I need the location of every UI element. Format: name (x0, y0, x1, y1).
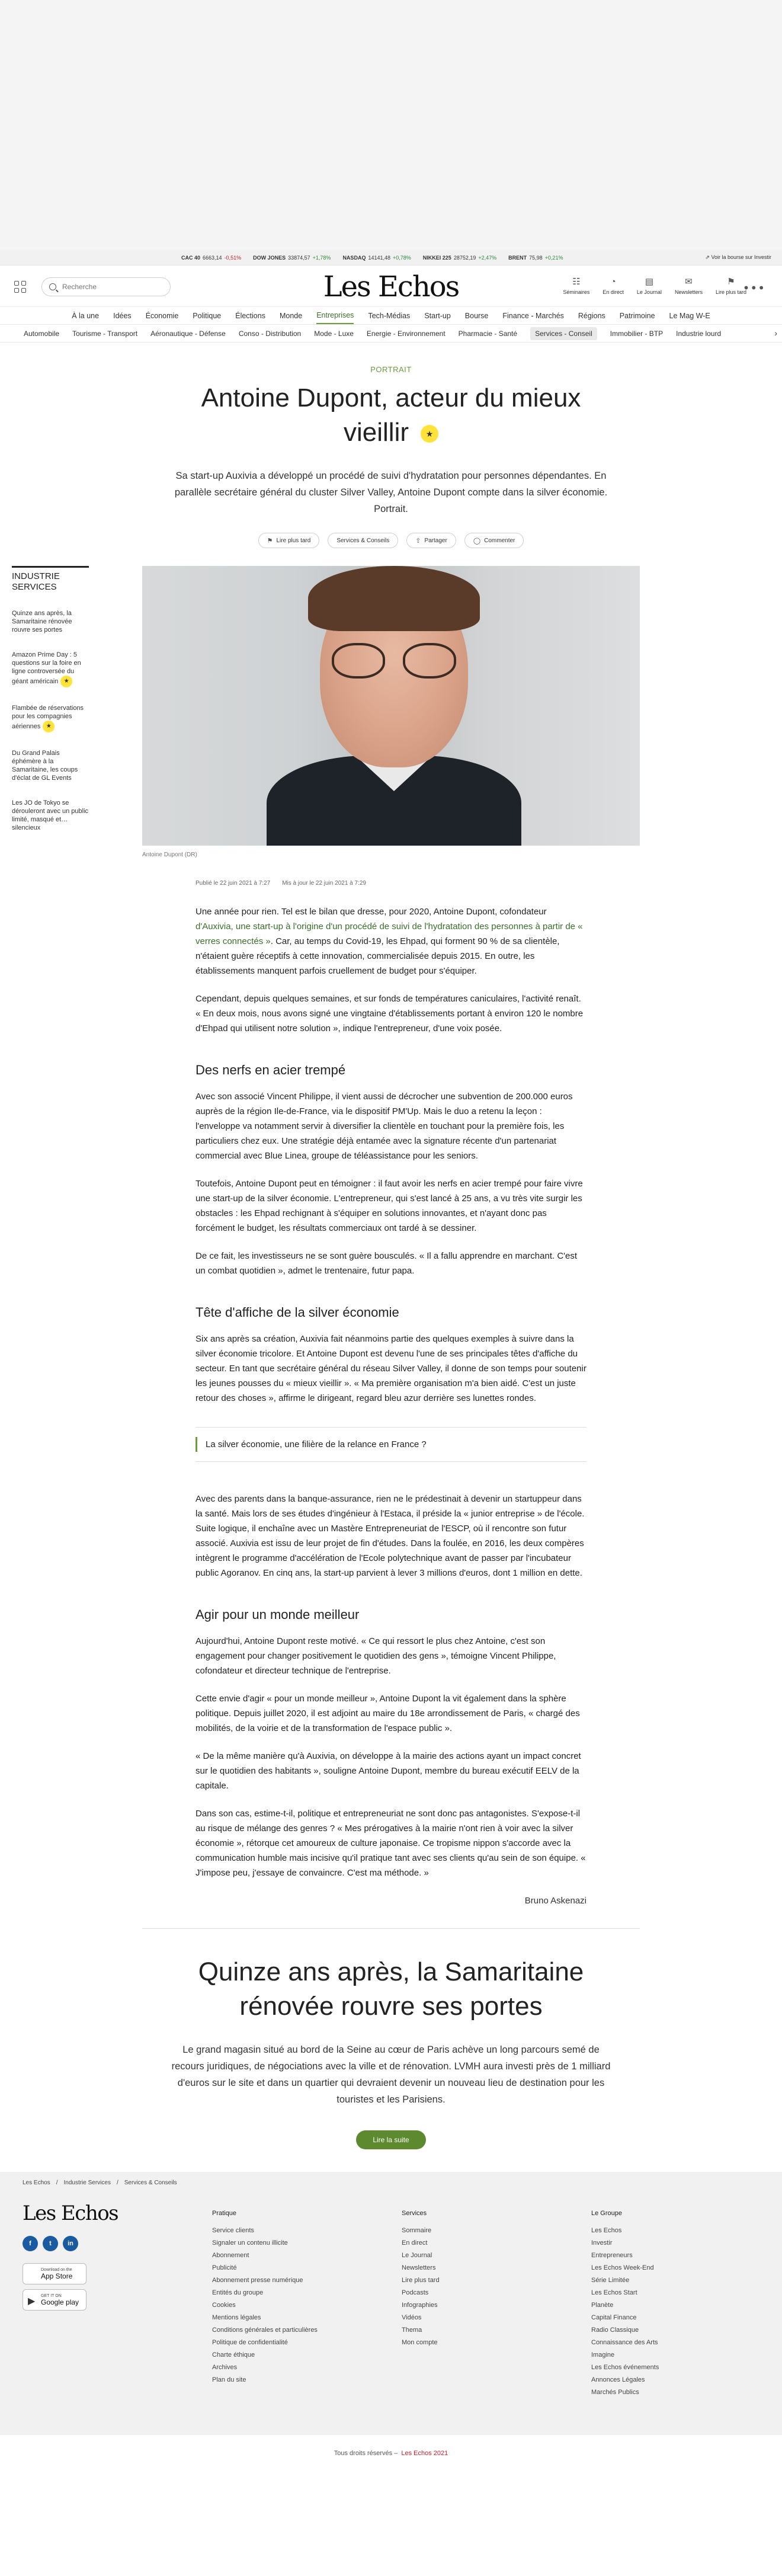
article-actions (0, 533, 782, 548)
facebook-icon[interactable]: f (23, 2236, 38, 2251)
footer-col-title: Le Groupe (591, 2210, 622, 2217)
nav-item[interactable]: Régions (578, 311, 605, 320)
ticker-item[interactable] (181, 255, 241, 261)
breadcrumb-item[interactable]: Services & Conseils (124, 2179, 177, 2186)
twitter-icon[interactable]: t (43, 2236, 58, 2251)
ticker-name: NIKKEI 225 (422, 254, 451, 261)
share-icon: ⇧ (415, 537, 421, 545)
footer-col-services (402, 2207, 440, 2349)
footer-link[interactable]: Signaler un contenu illicite (212, 2239, 288, 2247)
premium-badge-icon: ★ (60, 676, 72, 687)
tool-label: En direct (602, 289, 624, 295)
copyright (0, 2435, 782, 2472)
ticker-value: 75,98 (529, 254, 543, 261)
subnav-item[interactable]: Immobilier - BTP (610, 329, 664, 338)
article-kicker: PORTRAIT (370, 365, 412, 374)
article-lead: Sa start-up Auxivia a développé un procédé de suivi d'hydratation pour personnes dépendantes. En parallèle secrétaire général du cluster Silver Valley, Antoine Dupont compte dans la silver économie. Portrait. (174, 471, 608, 514)
nav-item[interactable]: Le Mag W-E (669, 311, 710, 320)
ticker-value: 14141,48 (368, 254, 390, 261)
hero-area (0, 566, 782, 874)
footer-link[interactable]: Marchés Publics (591, 2389, 639, 2396)
footer-col-pratique (212, 2207, 318, 2386)
subnav-item[interactable]: Energie - Environnement (366, 329, 446, 338)
footer-col-title: Pratique (212, 2210, 236, 2217)
share-button[interactable] (406, 533, 456, 548)
market-ticker (0, 250, 782, 265)
breadcrumb-item[interactable]: Les Echos (23, 2179, 50, 2186)
nav-item[interactable]: Finance - Marchés (502, 311, 564, 320)
footer-link[interactable]: Abonnement presse numérique (212, 2277, 303, 2284)
ticker-item[interactable] (423, 255, 496, 261)
footer-link[interactable]: Les Echos événements (591, 2364, 659, 2371)
next-article-title[interactable]: Quinze ans après, la Samaritaine rénovée rouvre ses portes (198, 1957, 584, 2021)
ticker-value: 28752,19 (453, 254, 476, 261)
top-spacer (0, 0, 782, 250)
ticker-change: -0,51% (224, 254, 242, 261)
social-links (23, 2236, 78, 2251)
ticker-value: 33874,57 (288, 254, 310, 261)
footer-link[interactable]: Mentions légales (212, 2314, 261, 2321)
copyright-text: Tous droits réservés – (334, 2450, 398, 2457)
subnav-item[interactable]: Automobile (24, 329, 60, 338)
section-heading: Tête d'affiche de la silver économie (196, 1305, 399, 1320)
tool-live[interactable] (602, 276, 624, 295)
footer-link[interactable]: Annonces Légales (591, 2376, 645, 2383)
tool-bookmark[interactable] (716, 276, 746, 295)
tool-label: Lire plus tard (715, 289, 746, 295)
sidebar-list (12, 609, 89, 832)
primary-nav (0, 307, 782, 325)
google-play-small-label: GET IT ON (41, 2293, 62, 2298)
paragraph: Avec des parents dans la banque-assurance, rien ne le prédestinait à devenir un startuppeur dans la santé. Mais lors de ses études d'ingénieur à l'Estaca, il préside la « junior entreprise » de l'école. Suite logique, il enchaîne avec un Mastère Entrepreneuriat de l'ESCP, où il rencontre son futur associé. Auxivia est issu de leur projet de fin d'études. Dans la foulée, en 2016, les deux compères intègrent le programme d'accélération de l'Ecole polytechnique avant de passer par l'incubateur public Agoranov. En cinq ans, la start-up parvient à lever 3 millions d'euros, dont 1 million en dette. (196, 1494, 585, 1578)
divider (142, 1928, 640, 1929)
portrait-hair (308, 566, 480, 631)
footer-link[interactable]: Lire plus tard (402, 2277, 440, 2284)
sidebar-item-text: Flambée de réservations pour les compagnies aériennes (12, 705, 84, 730)
article-title (178, 381, 604, 450)
investir-link-label: Voir la bourse sur Investir (711, 254, 771, 260)
footer-link[interactable]: Cookies (212, 2302, 236, 2309)
action-label: Lire plus tard (276, 537, 311, 544)
footer-link[interactable]: Politique de confidentialité (212, 2339, 288, 2346)
footer-link[interactable]: Newsletters (402, 2264, 436, 2271)
ticker-change: +2,47% (478, 254, 497, 261)
subnav-item[interactable]: Mode - Luxe (314, 329, 354, 338)
published-date: Publié le 22 juin 2021 à 7:27 (196, 880, 271, 887)
footer-link[interactable]: Série Limitée (591, 2277, 630, 2284)
paragraph: Cette envie d'agir « pour un monde meilleur », Antoine Dupont la vit également dans la sphère politique. Depuis juillet 2020, il est adjoint au maire du 18e arrondissement de Paris, « chargé des mobilités, de la voirie et de la transformation de l'espace public ». (196, 1694, 580, 1733)
subnav-item[interactable]: Pharmacie - Santé (458, 329, 518, 338)
paragraph: Toutefois, Antoine Dupont peut en témoigner : il faut avoir les nerfs en acier trempé pour faire vivre une start-up de la silver économie. L'entrepreneur, qui s'est lancé à 25 ans, a vu très vite surgir les obstacles : les Ehpad rechignant à s'équiper en solutions innovantes, et n'ayant donc pas forcément le budget, les résultats commerciaux ont tardé à se dessiner. (196, 1179, 583, 1233)
google-play-button[interactable] (23, 2289, 86, 2311)
breadcrumb-separator: / (56, 2179, 58, 2186)
footer-link[interactable]: En direct (402, 2239, 428, 2247)
article-meta (196, 880, 586, 887)
footer-link[interactable]: Imagine (591, 2351, 615, 2359)
site-logo[interactable]: Les Echos (323, 270, 459, 303)
footer-link[interactable]: Thema (402, 2327, 422, 2334)
sidebar-item[interactable] (12, 799, 89, 832)
header-tools (563, 276, 746, 295)
ticker-change: +0,78% (393, 254, 411, 261)
sidebar-item[interactable] (12, 704, 89, 732)
comment-icon: ◯ (473, 537, 481, 545)
linkedin-icon[interactable]: in (63, 2236, 78, 2251)
footer-link[interactable]: Conditions générales et particulières (212, 2327, 318, 2334)
nav-scroll-right-icon[interactable]: › (771, 328, 777, 338)
ticker-item[interactable] (342, 255, 411, 261)
tag-button[interactable] (328, 533, 398, 548)
paragraph: De ce fait, les investisseurs ne se sont guère bousculés. « Il a fallu apprendre en marchant. C'est un combat quotidien », admet le trentenaire, futur papa. (196, 1251, 578, 1276)
app-store-button[interactable] (23, 2263, 86, 2284)
section-heading: Des nerfs en acier trempé (196, 1063, 346, 1077)
related-inset-text: La silver économie, une filière de la relance en France ? (196, 1437, 586, 1452)
footer-link[interactable]: Service clients (212, 2227, 254, 2234)
site-footer (0, 2193, 782, 2435)
footer-link[interactable]: Abonnement (212, 2252, 249, 2259)
action-label: Commenter (484, 537, 515, 544)
footer-link[interactable]: Vidéos (402, 2314, 422, 2321)
paragraph (196, 904, 586, 978)
bookmark-button[interactable] (258, 533, 320, 548)
footer-link[interactable]: Charte éthique (212, 2351, 255, 2359)
tool-label: Le Journal (636, 289, 662, 295)
copyright-brand[interactable]: Les Echos 2021 (401, 2450, 448, 2457)
ticker-name: CAC 40 (181, 254, 201, 261)
subnav-item[interactable]: Conso - Distribution (238, 329, 302, 338)
sidebar-item[interactable] (12, 749, 89, 782)
ticker-value: 6663,14 (203, 254, 222, 261)
article-title-text: Antoine Dupont, acteur du mieux vieillir (201, 383, 581, 447)
ticker-change: +0,21% (544, 254, 563, 261)
footer-link[interactable]: Les Echos Start (591, 2289, 637, 2296)
nav-item[interactable]: Élections (235, 311, 265, 320)
footer-link[interactable]: Publicité (212, 2264, 237, 2271)
comment-button[interactable] (464, 533, 524, 548)
paragraph: Six ans après sa création, Auxivia fait néanmoins partie des quelques exemples à suivre dans la silver économie tricolore. Et Antoine Dupont est devenu l'une de ses principales têtes d'affiche du secteur. En tant que secrétaire général du réseau Silver Valley, il donne de son temps pour soutenir les jeunes pousses du « mieux vieillir ». « Ma première organisation m'a bien aidé. C'est un juste retour des choses », affirme le dirigeant, regard bleu azur derrière ses lunettes rondes. (196, 1334, 586, 1403)
nav-item[interactable]: Économie (145, 311, 179, 320)
ticker-name: BRENT (508, 254, 527, 261)
paragraph-text: Une année pour rien. Tel est le bilan que dresse, pour 2020, Antoine Dupont, cofondateur (196, 907, 547, 917)
tool-newsletter[interactable] (675, 276, 703, 295)
paragraph: Avec son associé Vincent Philippe, il vient aussi de décrocher une subvention de 200.000 euros auprès de la région Ile-de-France, via le dispositif PM'Up. Mais le duo a retenu la leçon : l'enveloppe va notamment servir à diversifier la clientèle en touchant pour la première fois, les particuliers chez eux. Une stratégie déjà entamée avec la signature récente d'un partenariat commercial avec Blue Linea, groupe de téléassistance pour les seniors. (196, 1092, 573, 1161)
read-more-button[interactable]: Lire la suite (356, 2130, 426, 2149)
tool-journal[interactable] (637, 276, 662, 295)
google-play-icon: ▶ (28, 2296, 36, 2306)
app-store-small-label: Download on the (41, 2267, 72, 2272)
action-label: Services & Conseils (336, 537, 390, 544)
footer-link[interactable]: Radio Classique (591, 2327, 639, 2334)
ticker-items (181, 255, 563, 261)
subnav-item[interactable]: Tourisme - Transport (72, 329, 138, 338)
footer-link[interactable]: Capital Finance (591, 2314, 637, 2321)
updated-date: Mis à jour le 22 juin 2021 à 7:29 (282, 880, 366, 887)
nav-item[interactable]: Politique (193, 311, 222, 320)
nav-item[interactable]: Monde (279, 311, 303, 320)
nav-item[interactable]: À la une (72, 311, 100, 320)
secondary-nav (0, 325, 782, 343)
footer-link[interactable]: Planète (591, 2302, 614, 2309)
premium-badge-icon: ★ (43, 721, 55, 732)
google-play-label: Google play (41, 2297, 79, 2306)
journal-icon: ▤ (645, 277, 654, 287)
more-icon[interactable]: ••• (742, 281, 765, 295)
portrait-glasses (332, 643, 456, 679)
section-heading: Agir pour un monde meilleur (196, 1607, 360, 1622)
ticker-item[interactable] (508, 255, 563, 261)
ticker-name: NASDAQ (342, 254, 366, 261)
subnav-item[interactable]: Services - Conseil (530, 327, 597, 340)
breadcrumb-separator: / (116, 2179, 118, 2186)
sidebar-item-text: Du Grand Palais éphémère à la Samaritaine, les coups d'éclat de GL Events (12, 750, 78, 782)
nav-item[interactable]: Idées (113, 311, 132, 320)
investir-link[interactable]: ⇗ Voir la bourse sur Investir (705, 254, 771, 260)
article-body (196, 904, 586, 1908)
footer-link[interactable]: Sommaire (402, 2227, 432, 2234)
action-label: Partager (424, 537, 447, 544)
premium-badge-icon: ★ (421, 425, 438, 443)
sidebar-item[interactable] (12, 609, 89, 634)
subnav-item[interactable]: Industrie lourd (676, 329, 722, 338)
bookmark-icon: ⚑ (727, 277, 735, 287)
sidebar-item-text: Quinze ans après, la Samaritaine rénovée rouvre ses portes (12, 610, 72, 633)
article-author: Bruno Askenazi (524, 1896, 586, 1906)
sidebar-heading: INDUSTRIE SERVICES (12, 566, 89, 593)
inline-link[interactable]: d'Auxivia, une start-up à l'origine d'un procédé de suivi de l'hydratation des personnes à partir de « verres connectés » (196, 921, 583, 946)
footer-link[interactable]: Mon compte (402, 2339, 438, 2346)
nav-item[interactable]: Bourse (464, 311, 489, 320)
subnav-item[interactable]: Aéronautique - Défense (150, 329, 226, 338)
nav-item[interactable]: Tech-Médias (368, 311, 411, 320)
tool-seminars[interactable] (563, 276, 589, 295)
ticker-item[interactable] (253, 255, 331, 261)
tool-label: Séminaires (563, 289, 590, 295)
paragraph: « De la même manière qu'à Auxivia, on développe à la mairie des actions ayant un impact concret sur le quotidien des habitants », souligne Antoine Dupont, membre du bureau exécutif EELV de la capitale. (196, 1751, 581, 1791)
sidebar-item-text: Amazon Prime Day : 5 questions sur la foire en ligne controversée du géant américain (12, 651, 81, 685)
footer-link[interactable]: Les Echos (591, 2227, 622, 2234)
footer-logo[interactable]: Les Echos (23, 2201, 118, 2225)
hero-portrait-image (142, 566, 640, 846)
related-inset[interactable] (196, 1427, 586, 1462)
paragraph-text: . Car, au temps du Covid-19, les Ehpad, qui forment 90 % de sa clientèle, n'étaient guère réceptifs à cette innovation, commercialisée depuis 2015. En outre, les établissements manquent parfois cruellement de budget pour s'équiper. (196, 936, 560, 976)
related-sidebar (12, 566, 89, 832)
next-article-lead: Le grand magasin situé au bord de la Seine au cœur de Paris achève un long parcours semé de recours juridiques, de négociations avec la ville et de rénovation. LVMH aura investi près de 1 milliard d'euros sur le site et dans un quartier qui devraient devenir un nouveau lieu de destination pour les touristes et les Parisiens. (171, 2044, 611, 2105)
paragraph: Dans son cas, estime-t-il, politique et entrepreneuriat ne sont donc pas antagonistes. S'expose-t-il au risque de mélange des genres ? « Mes prérogatives à la mairie n'ont rien à voir avec la silver économie », rétorque cet amoureux de culture japonaise. Ce tropisme nippon s'accorde avec la communication humble mais incisive qu'il pratique tant avec ses clients qu'au sein de son équipe. « J'impose peu, j'essaye de convaincre. C'est ma méthode. » (196, 1809, 586, 1878)
tool-label: Newsletters (674, 289, 703, 295)
footer-link[interactable]: Entités du groupe (212, 2289, 264, 2296)
site-header (0, 265, 782, 307)
bookmark-icon: ⚑ (267, 537, 273, 545)
footer-link[interactable]: Connaissance des Arts (591, 2339, 658, 2346)
nav-item[interactable]: Start-up (424, 311, 451, 320)
app-store-label: App Store (41, 2271, 73, 2280)
footer-link[interactable]: Podcasts (402, 2289, 429, 2296)
seminars-icon: ☷ (572, 277, 581, 287)
footer-link[interactable]: Les Echos Week-End (591, 2264, 654, 2271)
paragraph: Cependant, depuis quelques semaines, et sur fonds de températures caniculaires, l'activité renaît. « En deux mois, nous avons signé une vingtaine d'établissements portant à environ 120 le nombre d'Ehpad qui utilisent notre solution », indique l'entrepreneur, d'une voix posée. (196, 994, 584, 1033)
footer-link[interactable]: Infographies (402, 2302, 438, 2309)
live-icon: ◔ (610, 276, 616, 287)
newsletter-icon: ✉ (685, 277, 693, 287)
breadcrumb-item[interactable]: Industrie Services (63, 2179, 111, 2186)
sidebar-item[interactable] (12, 651, 89, 687)
footer-link[interactable]: Investir (591, 2239, 613, 2247)
sidebar-item-text: Les JO de Tokyo se dérouleront avec un public limité, masqué et… silencieux (12, 799, 89, 831)
paragraph: Aujourd'hui, Antoine Dupont reste motivé. « Ce qui ressort le plus chez Antoine, c'est son engagement pour changer positivement le quotidien des gens », témoigne Vincent Philippe, cofondateur et directeur technique de l'entreprise. (196, 1636, 556, 1676)
footer-link[interactable]: Plan du site (212, 2376, 246, 2383)
footer-col-title: Services (402, 2210, 427, 2217)
nav-item[interactable]: Patrimoine (619, 311, 655, 320)
footer-link[interactable]: Archives (212, 2364, 238, 2371)
ticker-name: DOW JONES (253, 254, 286, 261)
image-caption: Antoine Dupont (DR) (142, 852, 197, 858)
footer-col-groupe (591, 2207, 659, 2399)
footer-link[interactable]: Le Journal (402, 2252, 432, 2259)
footer-link[interactable]: Entrepreneurs (591, 2252, 633, 2259)
nav-item[interactable]: Entreprises (316, 308, 354, 324)
breadcrumb (0, 2172, 782, 2193)
ticker-change: +1,78% (312, 254, 331, 261)
